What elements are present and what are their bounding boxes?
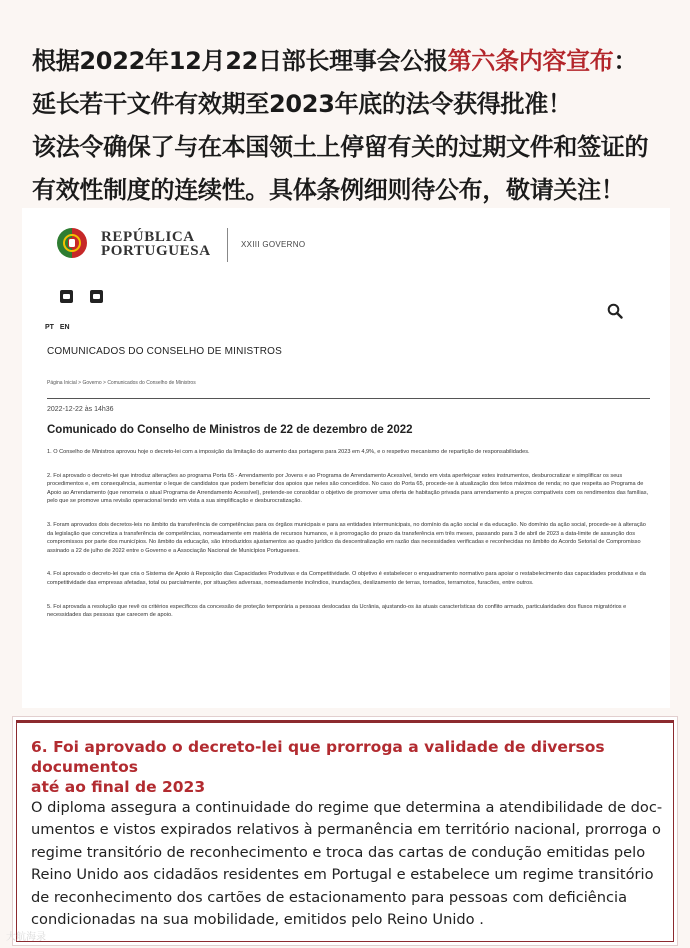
article-6-title-line-1: 6. Foi aprovado o decreto-lei que prorroga a validade de diversos documentos — [31, 738, 605, 776]
language-switcher[interactable]: PT EN — [45, 324, 70, 331]
paragraph-2: 2. Foi aprovado o decreto-lei que introduz alterações ao programa Porta 65 - Arrendamento por Jovens e ao Programa de Arrendamento Acessível, tendo em vista aperfeiçoar estes instrumentos, desburocratizar e simplificar os seus procedimentos e, em consequência, aumentar o leque de candidatos que podem beneficiar dos apoios que neles são concedidos. No caso do Porta 65, procede-se à atualização dos tetos máximos de renda; no que respeita ao Programa de Apoio ao Arrendamento (que renomeia o atual Programa de Arrendamento Acessível), pretende-se consolidar o objetivo de promover uma oferta de habitação privada para arrendamento a preços compatíveis com os rendimentos das famílias, pelo que se promove uma revisão operacional tendo em vista a sua simplificação e desburocratização. — [47, 472, 649, 505]
header-line-4: 有效性制度的连续性。具体条例细则待公布，敬请关注！ — [32, 176, 625, 204]
article-6-body-line: de reconhecimento dos cartões de estacionamento para pessoas com deficiência — [31, 888, 628, 906]
print-icon[interactable] — [90, 290, 103, 303]
article-6-body-line: umentos e vistos expirados relativos à permanência em território nacional, prorroga o — [31, 821, 661, 839]
article-6-body-line: condicionadas na sua mobilidade, emitidos pelo Reino Unido . — [31, 911, 484, 929]
watermark: 大航海录 — [6, 932, 46, 943]
government-subtitle: XXIII GOVERNO — [241, 240, 306, 249]
gov-name-line-1: REPÚBLICA — [101, 229, 195, 245]
divider — [47, 398, 650, 399]
gov-name-line-2: PORTUGUESA — [101, 243, 211, 259]
header-line-1-text: 根据2022年12月22日部长理事会公报 — [32, 47, 448, 75]
breadcrumb[interactable]: Página Inicial > Governo > Comunicados do Conselho de Ministros — [47, 380, 196, 386]
twitter-icon[interactable] — [60, 290, 73, 303]
article-6-body-line: O diploma assegura a continuidade do regime que determina a atendibilidade de doc- — [31, 799, 663, 816]
article-6-title — [31, 737, 651, 797]
header-announcement — [32, 40, 672, 212]
government-logo[interactable] — [55, 226, 355, 266]
highlighted-article-6 — [16, 720, 674, 942]
article-6-body-line: regime transitório de reconhecimento e troca das cartas de condução emitidas pelo — [31, 843, 646, 861]
search-icon[interactable] — [607, 303, 623, 319]
header-line-1 — [32, 40, 672, 83]
header-line-1-colon: ： — [613, 47, 638, 75]
article-6-body — [31, 797, 661, 931]
section-title: COMUNICADOS DO CONSELHO DE MINISTROS — [47, 346, 282, 357]
publish-date: 2022-12-22 às 14h36 — [47, 406, 114, 413]
paragraph-5: 5. Foi aprovada a resolução que revê os critérios específicos da concessão de proteção temporária a pessoas deslocadas da Ucrânia, ajustando-os às atuais características do conflito armado, particularidades dos fluxos migratórios e necessidades das pessoas que carecem de apoio. — [47, 603, 627, 619]
header-line-3: 该法令确保了与在本国领土上停留有关的过期文件和签证的 — [32, 133, 649, 161]
paragraph-1: 1. O Conselho de Ministros aprovou hoje o decreto-lei com a imposição da limitação do aumento das portagens para 2023 em 4,9%, e o respetivo mecanismo de repartição de responsabilidades. — [47, 449, 530, 455]
article-6-title-line-2: até ao final de 2023 — [31, 778, 206, 796]
logo-divider — [227, 228, 228, 262]
paragraph-4: 4. Foi aprovado o decreto-lei que cria o Sistema de Apoio à Reposição das Capacidades Produtivas e da Competitividade. O objetivo é estabelecer o enquadramento normativo para apoiar o restabelecimento das capacidades produtivas e da competitividade das empresas afetadas, total ou parcialmente, por situações adversas, nomeadamente incêndios, inundações, deslizamento de terras, tornados, terramotos, furacões, entre outros. — [47, 571, 646, 586]
header-highlight: 第六条内容宣布 — [447, 47, 614, 75]
article-6-body-line: Reino Unido aos cidadãos residentes em Portugal e estabelece um regime transitório — [31, 866, 654, 884]
header-line-2: 延长若干文件有效期至2023年底的法令获得批准！ — [32, 90, 572, 118]
government-name — [101, 230, 211, 258]
portugal-emblem-icon — [55, 226, 89, 260]
communique-title: Comunicado do Conselho de Ministros de 22 de dezembro de 2022 — [47, 424, 413, 436]
communique-body — [47, 448, 653, 635]
paragraph-3: 3. Foram aprovados dois decretos-leis no âmbito da transferência de competências para os órgãos municipais e para as entidades intermunicipais, no domínio da ação social e da educação. No domínio da ação social, procede-se à alteração da legislação que concretiza a transferência de competências, nomeadamente em matéria de recursos humanos, e à prorrogação do prazo da transferência em três meses, passando para 3 de abril de 2023 a data-limite de assunção dos compromissos por parte dos municípios. No âmbito da educação, são introduzidos ajustamentos ao quadro jurídico da descentralização em razão das necessidades verificadas e reconhecidas no âmbito do Acordo Setorial de Compromisso assinado a 22 de julho de 2022 entre o Governo e a Associação Nacional de Municípios Portugueses. — [47, 521, 646, 554]
website-screenshot — [22, 208, 670, 708]
